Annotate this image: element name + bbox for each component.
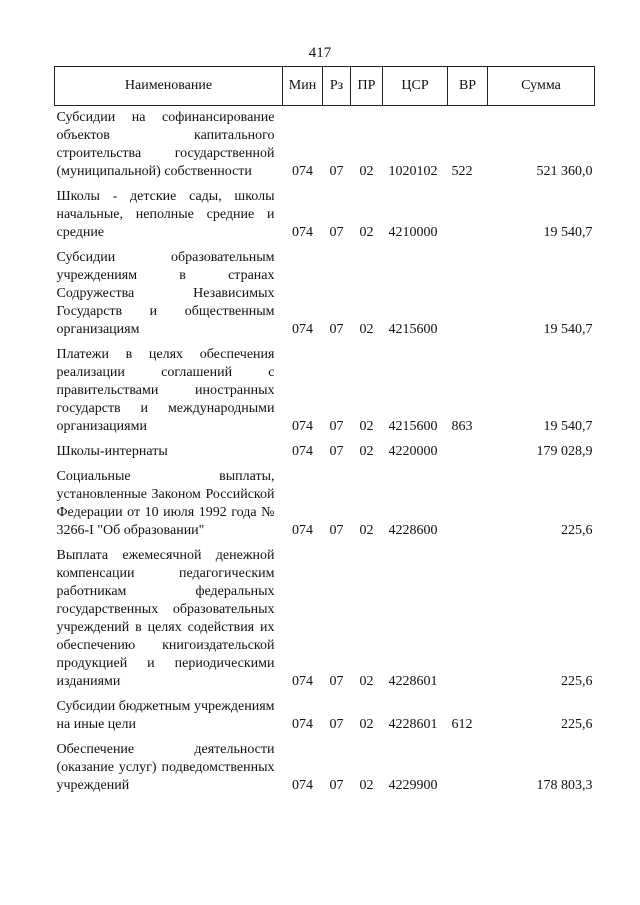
table-row bbox=[55, 695, 595, 738]
table-body bbox=[55, 106, 595, 800]
row-rz: 07 bbox=[329, 322, 344, 337]
row-name: Обеспечение деятельности (оказание услуг) подведомственных учреждений bbox=[56, 742, 275, 793]
row-csr: 4220000 bbox=[388, 444, 438, 459]
row-sum: 19 540,7 bbox=[543, 225, 593, 240]
row-name: Школы-интернаты bbox=[56, 444, 168, 459]
table-row bbox=[55, 106, 595, 186]
row-sum: 225,6 bbox=[561, 674, 593, 689]
row-csr: 4229900 bbox=[388, 778, 438, 793]
table-row bbox=[55, 544, 595, 695]
header-pr: ПР bbox=[351, 67, 383, 106]
row-rz: 07 bbox=[329, 778, 344, 793]
row-csr: 4228601 bbox=[388, 674, 438, 689]
row-rz: 07 bbox=[329, 225, 344, 240]
row-name: Школы - детские сады, школы начальные, неполные средние и средние bbox=[56, 189, 275, 240]
row-pr: 02 bbox=[359, 322, 374, 337]
row-min: 074 bbox=[292, 322, 313, 337]
row-sum: 225,6 bbox=[561, 717, 593, 732]
row-pr: 02 bbox=[359, 164, 374, 179]
row-csr: 4228600 bbox=[388, 523, 438, 538]
row-min: 074 bbox=[292, 523, 313, 538]
row-name: Социальные выплаты, установленные Законом Российской Федерации от 10 июля 1992 года № 3266-I "Об образовании" bbox=[56, 469, 275, 538]
row-csr: 4215600 bbox=[388, 322, 438, 337]
row-vr bbox=[448, 185, 488, 246]
row-vr bbox=[448, 440, 488, 465]
header-row bbox=[55, 67, 595, 106]
row-name: Выплата ежемесячной денежной компенсации педагогическим работникам федеральных государственных образовательных учреждений в целях содействия их обеспечению книгоиздательской продукцией и периодическими изданиями bbox=[56, 548, 275, 689]
row-vr bbox=[448, 246, 488, 343]
row-sum: 19 540,7 bbox=[543, 419, 593, 434]
budget-table bbox=[54, 66, 595, 799]
row-min: 074 bbox=[292, 444, 313, 459]
row-sum: 225,6 bbox=[561, 523, 593, 538]
row-vr: 522 bbox=[451, 164, 473, 179]
row-rz: 07 bbox=[329, 164, 344, 179]
header-rz: Рз bbox=[323, 67, 351, 106]
row-csr: 1020102 bbox=[388, 164, 438, 179]
row-pr: 02 bbox=[359, 523, 374, 538]
row-name: Субсидии на софинансирование объектов капитального строительства государственной (муниципальной) собственности bbox=[56, 110, 275, 179]
row-vr bbox=[448, 544, 488, 695]
row-pr: 02 bbox=[359, 419, 374, 434]
row-sum: 19 540,7 bbox=[543, 322, 593, 337]
row-min: 074 bbox=[292, 717, 313, 732]
row-rz: 07 bbox=[329, 523, 344, 538]
row-vr: 612 bbox=[451, 717, 473, 732]
row-name: Платежи в целях обеспечения реализации соглашений с правительствами иностранных государств и международными организациями bbox=[56, 347, 275, 434]
row-sum: 179 028,9 bbox=[536, 444, 593, 459]
header-min: Мин bbox=[283, 67, 323, 106]
row-pr: 02 bbox=[359, 674, 374, 689]
row-csr: 4228601 bbox=[388, 717, 438, 732]
row-min: 074 bbox=[292, 419, 313, 434]
row-vr: 863 bbox=[451, 419, 473, 434]
row-name: Субсидии бюджетным учреждениям на иные цели bbox=[56, 699, 275, 732]
row-sum: 178 803,3 bbox=[536, 778, 593, 793]
row-rz: 07 bbox=[329, 674, 344, 689]
row-min: 074 bbox=[292, 164, 313, 179]
table-row bbox=[55, 440, 595, 465]
row-name: Субсидии образовательным учреждениям в странах Содружества Независимых Государств и общественным организациям bbox=[56, 250, 275, 337]
table-row bbox=[55, 185, 595, 246]
row-min: 074 bbox=[292, 778, 313, 793]
row-vr bbox=[448, 465, 488, 544]
header-sum: Сумма bbox=[488, 67, 595, 106]
header-vr: ВР bbox=[448, 67, 488, 106]
row-min: 074 bbox=[292, 674, 313, 689]
table-row bbox=[55, 738, 595, 799]
table-row bbox=[55, 246, 595, 343]
row-pr: 02 bbox=[359, 778, 374, 793]
page-number: 417 bbox=[308, 45, 332, 61]
row-vr bbox=[448, 738, 488, 799]
row-pr: 02 bbox=[359, 444, 374, 459]
row-min: 074 bbox=[292, 225, 313, 240]
row-csr: 4215600 bbox=[388, 419, 438, 434]
row-pr: 02 bbox=[359, 225, 374, 240]
table-row bbox=[55, 465, 595, 544]
row-rz: 07 bbox=[329, 717, 344, 732]
row-sum: 521 360,0 bbox=[536, 164, 593, 179]
row-pr: 02 bbox=[359, 717, 374, 732]
row-csr: 4210000 bbox=[388, 225, 438, 240]
table-header bbox=[55, 67, 595, 106]
header-csr: ЦСР bbox=[383, 67, 448, 106]
row-rz: 07 bbox=[329, 419, 344, 434]
header-name: Наименование bbox=[55, 67, 283, 106]
table-row bbox=[55, 343, 595, 440]
row-rz: 07 bbox=[329, 444, 344, 459]
